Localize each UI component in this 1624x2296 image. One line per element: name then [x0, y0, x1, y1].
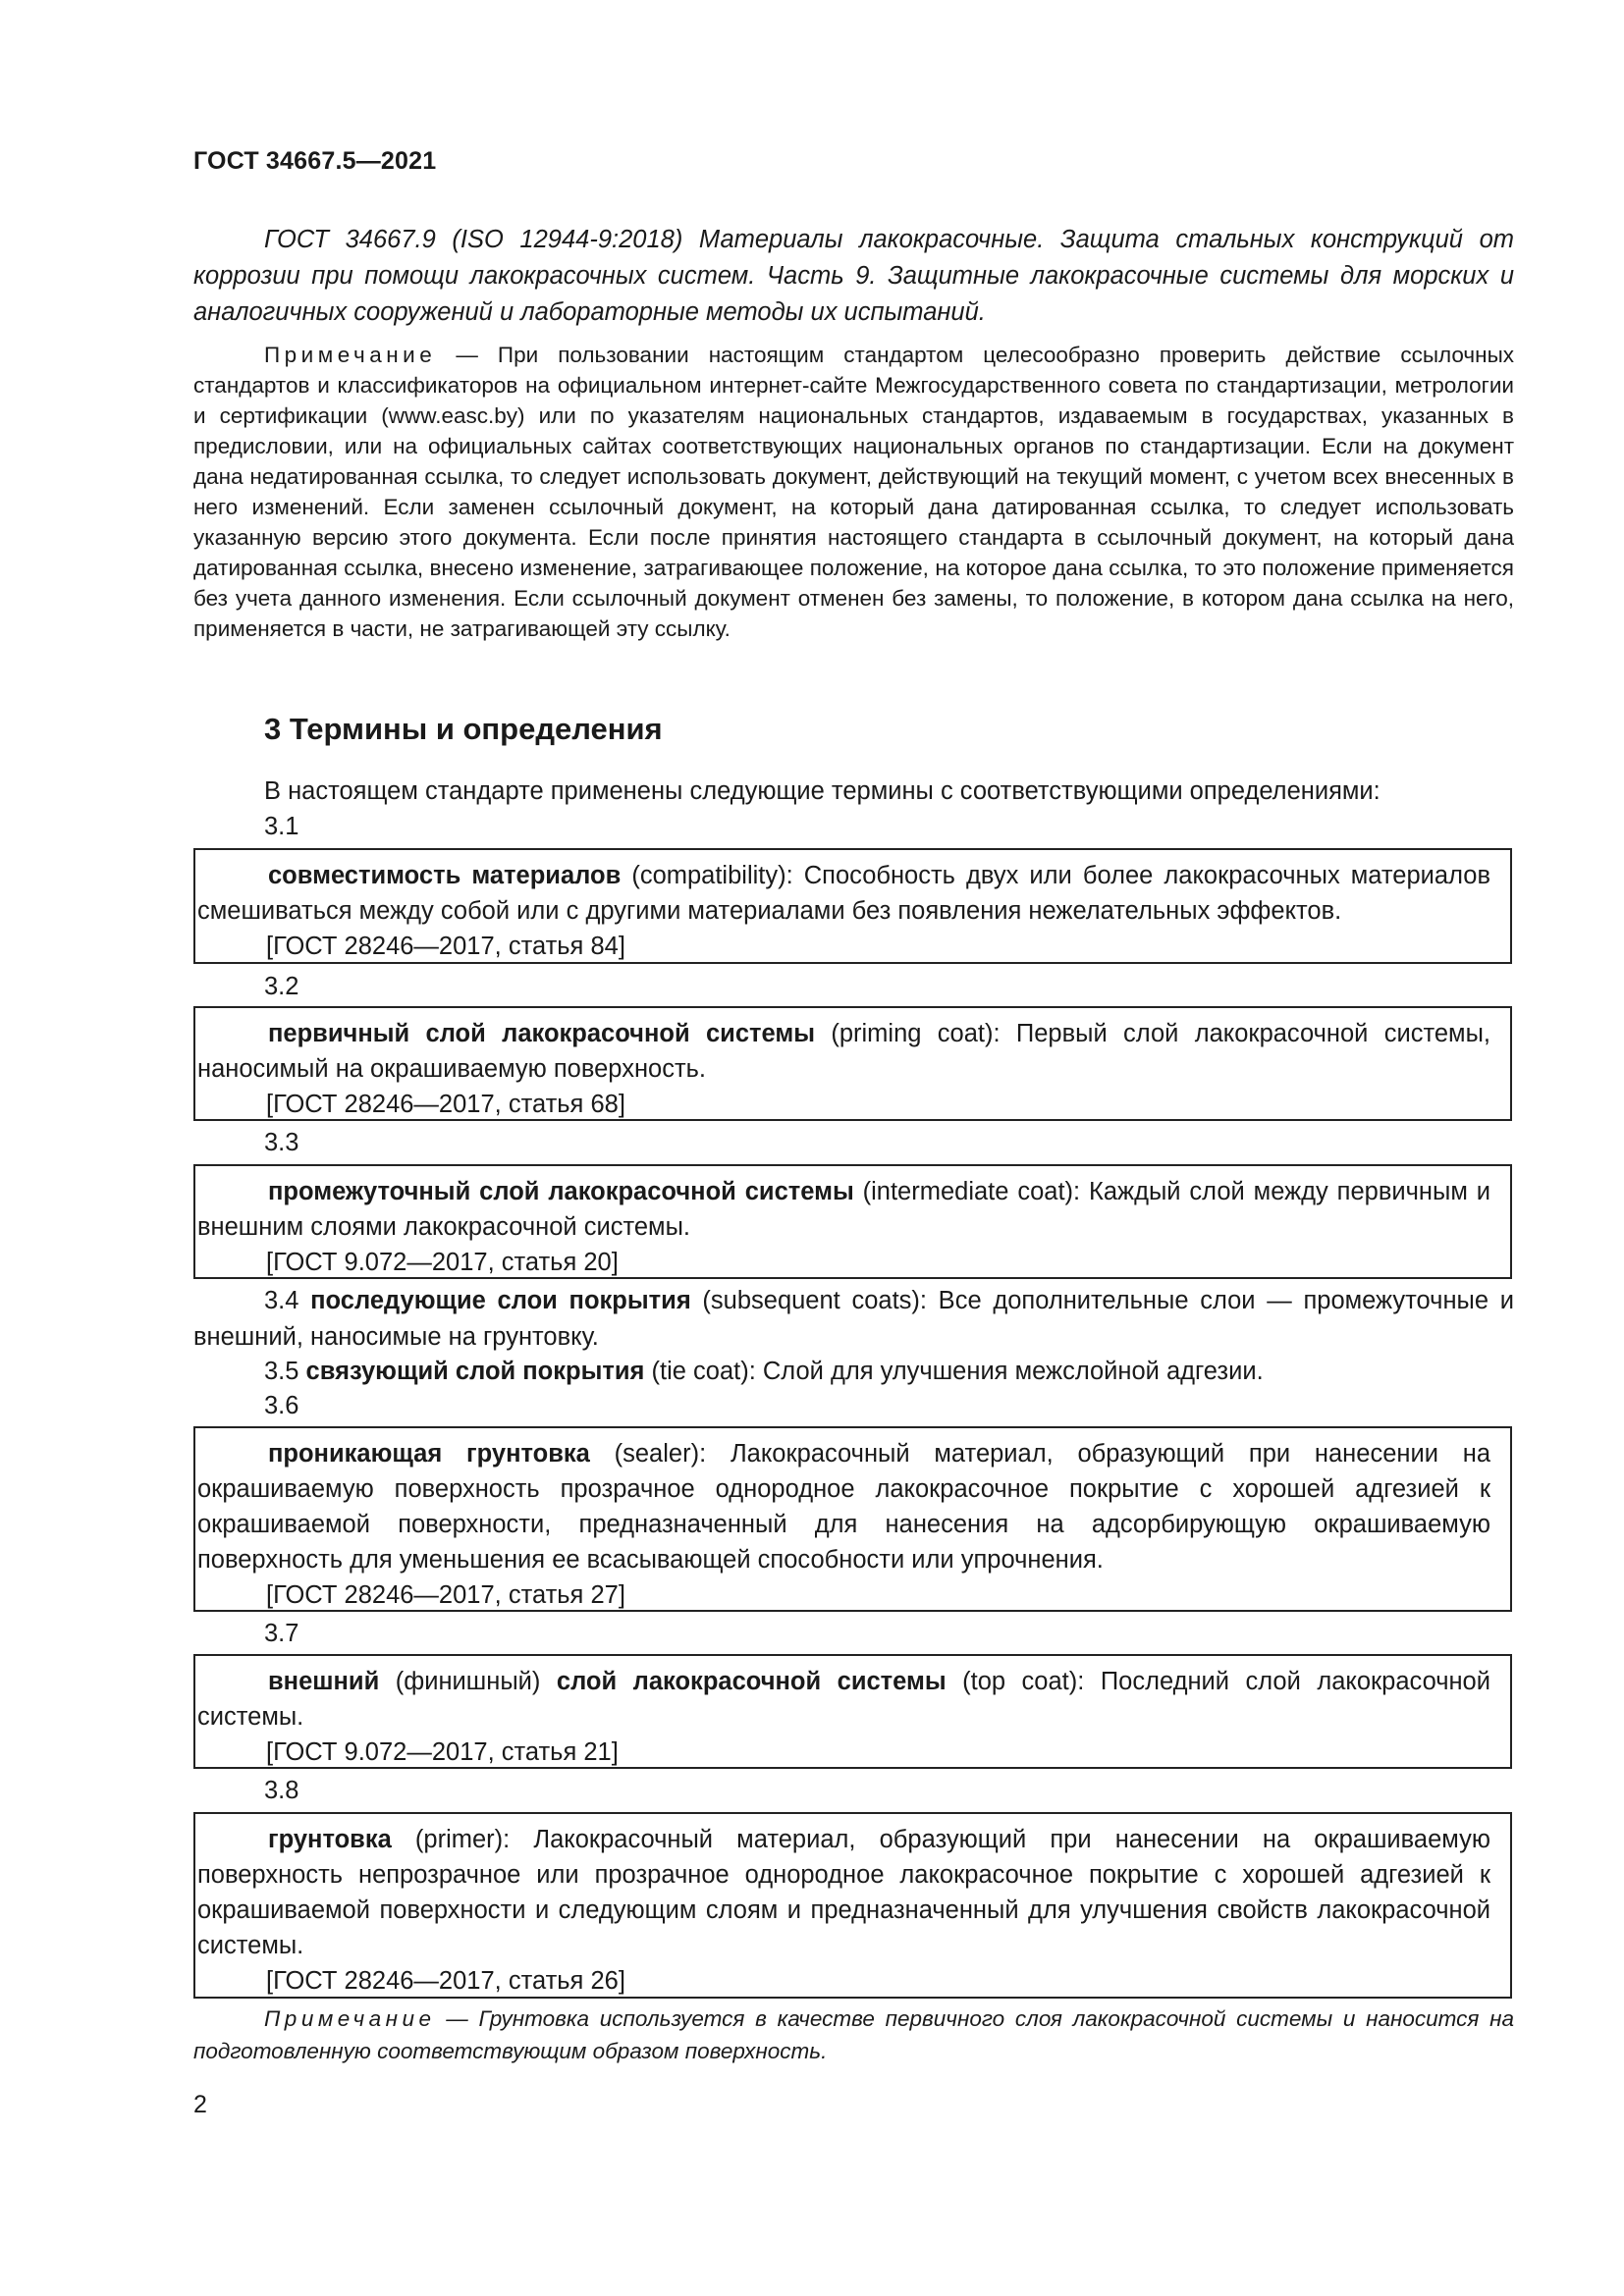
term-box-3-3	[193, 1164, 1512, 1279]
term-3-4: 3.4 последующие слои покрытия (subsequent coats): Все дополнительные слои — промежуточные и внешний, наносимые на грунтовку.	[193, 1287, 1514, 1351]
term-number: 3.6	[264, 1392, 299, 1419]
term-number: 3.8	[264, 1777, 299, 1804]
term-definition: совместимость материалов (compatibility): Способность двух или более лакокрасочных материалов смешиваться между собой или с другими материалами без появления нежелательных эффектов.	[197, 862, 1490, 925]
note-text: — При пользовании настоящим стандартом целесообразно проверить действие ссылочных стандартов и классификаторов на официальном интернет-сайте Межгосударственного совета по стандартизации, метрологии и сертификации (www.easc.by) или по указателям национальных стандартов, издаваемым в государствах, указанных в предисловии, или на официальных сайтах соответствующих национальных органов по стандартизации. Если на документ дана недатированная ссылка, то следует использовать документ, действующий на текущий момент, с учетом всех внесенных в него изменений. Если заменен ссылочный документ, на который дана датированная ссылка, то следует использовать указанную версию этого документа. Если после принятия настоящего стандарта в ссылочный документ, на который дана датированная ссылка, внесено изменение, затрагивающее положение, на которое дана ссылка, то это положение применяется без учета данного изменения. Если ссылочный документ отменен без замены, то положение, в котором дана ссылка на него, применяется в части, не затрагивающей эту ссылку.	[193, 343, 1514, 641]
note-text: — Грунтовка используется в качестве первичного слоя лакокрасочной системы и наносится на подготовленную соответствующим образом поверхность.	[193, 2006, 1514, 2063]
term-name: слой лакокрасочной системы	[556, 1668, 947, 1695]
term-name: первичный слой лакокрасочной системы	[268, 1020, 815, 1047]
normative-note	[193, 340, 1514, 644]
term-name: грунтовка	[268, 1826, 392, 1853]
section-title: 3 Термины и определения	[264, 712, 663, 746]
term-source: [ГОСТ 28246—2017, статья 84]	[266, 933, 625, 960]
term-definition: промежуточный слой лакокрасочной системы (intermediate coat): Каждый слой между первичным и внешним слоями лакокрасочной системы.	[197, 1178, 1490, 1241]
term-name: внешний	[268, 1668, 380, 1695]
term-3-5: 3.5 связующий слой покрытия (tie coat): Слой для улучшения межслойной адгезии.	[264, 1358, 1264, 1385]
term-number: 3.2	[264, 973, 299, 1000]
term-number: 3.7	[264, 1620, 299, 1647]
term-definition: грунтовка (primer): Лакокрасочный материал, образующий при нанесении на окрашиваемую поверхность непрозрачное или прозрачное однородное лакокрасочное покрытие с хорошей адгезией к окрашиваемой поверхности и следующим слоям и предназначенный для улучшения свойств лакокрасочной системы.	[197, 1826, 1490, 1959]
reference-gost-34667-9: ГОСТ 34667.9 (ISO 12944-9:2018) Материалы лакокрасочные. Защита стальных конструкций от коррозии при помощи лакокрасочных систем. Часть 9. Защитные лакокрасочные системы для морских и аналогичных сооружений и лабораторные методы их испытаний.	[193, 226, 1514, 326]
page-number: 2	[193, 2091, 207, 2118]
term-number: 3.3	[264, 1129, 299, 1156]
term-number: 3.1	[264, 813, 299, 840]
term-source: [ГОСТ 28246—2017, статья 26]	[266, 1967, 625, 1995]
term-name: промежуточный слой лакокрасочной системы	[268, 1178, 854, 1205]
term-box-3-6	[193, 1426, 1512, 1612]
note-label: Примечание	[264, 2006, 436, 2031]
term-name: связующий слой покрытия	[305, 1358, 645, 1385]
term-name: совместимость материалов	[268, 862, 622, 889]
term-name: проникающая грунтовка	[268, 1440, 590, 1468]
term-box-3-8	[193, 1812, 1512, 1999]
term-box-3-2	[193, 1006, 1512, 1121]
term-definition: внешний (финишный) слой лакокрасочной системы (top coat): Последний слой лакокрасочной системы.	[197, 1668, 1490, 1731]
section-intro: В настоящем стандарте применены следующие термины с соответствующими определениями:	[264, 777, 1380, 805]
term-name: последующие слои покрытия	[310, 1287, 691, 1314]
term-definition: проникающая грунтовка (sealer): Лакокрасочный материал, образующий при нанесении на окрашиваемую поверхность прозрачное однородное лакокрасочное покрытие с хорошей адгезией к окрашиваемой поверхности, предназначенный для нанесения на адсорбирующую окрашиваемую поверхность для уменьшения ее всасывающей способности или упрочнения.	[197, 1440, 1491, 1574]
term-definition: первичный слой лакокрасочной системы (priming coat): Первый слой лакокрасочной системы, наносимый на окрашиваемую поверхность.	[197, 1020, 1490, 1083]
note-label: Примечание	[264, 343, 437, 367]
term-source: [ГОСТ 28246—2017, статья 27]	[266, 1581, 625, 1609]
term-box-3-1	[193, 848, 1512, 964]
document-header: ГОСТ 34667.5—2021	[193, 147, 437, 175]
term-source: [ГОСТ 28246—2017, статья 68]	[266, 1091, 625, 1118]
primer-note	[193, 2002, 1514, 2067]
term-box-3-7	[193, 1654, 1512, 1769]
term-source: [ГОСТ 9.072—2017, статья 21]	[266, 1738, 619, 1766]
term-source: [ГОСТ 9.072—2017, статья 20]	[266, 1249, 619, 1276]
